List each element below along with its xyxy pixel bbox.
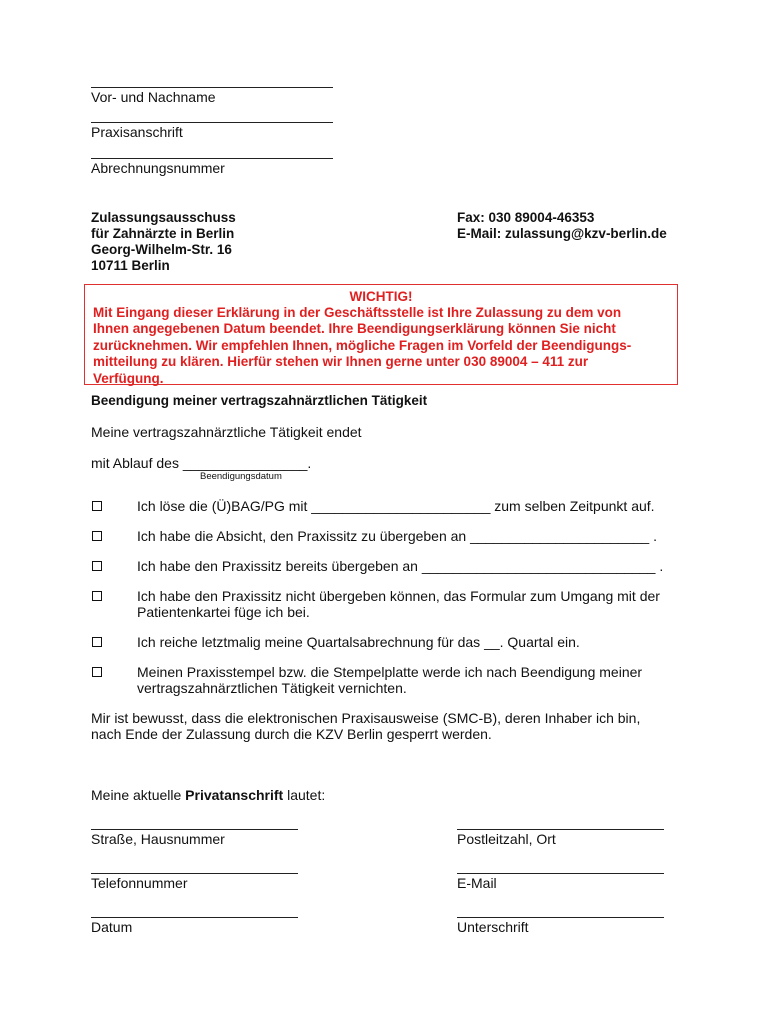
private-address-heading [91,787,325,803]
street-label: Straße, Hausnummer [91,831,225,847]
warning-line: Verfügung. [93,370,164,386]
name-line[interactable] [91,87,333,88]
billing-number-line[interactable] [91,158,333,159]
option-already-transferred [137,558,677,574]
option-text: Patientenkartei füge ich bei. [137,604,310,620]
smcb-note-line: nach Ende der Zulassung durch die KZV Berlin gesperrt werden. [91,726,492,742]
name-label: Vor- und Nachname [91,89,216,105]
checkbox-not-transferred[interactable] [92,591,102,601]
checkbox-intend-transfer[interactable] [92,531,102,541]
smcb-note [91,710,640,742]
postal-line[interactable] [457,829,664,830]
phone-label: Telefonnummer [91,875,188,891]
address-line[interactable] [91,122,333,123]
private-address-suffix: lautet: [283,787,326,803]
contact-block [457,210,667,242]
postal-label: Postleitzahl, Ort [457,831,556,847]
warning-line: Mit Eingang dieser Erklärung in der Geschäftsstelle ist Ihre Zulassung zu dem von [93,305,622,320]
option-intend-transfer [137,528,677,544]
checkbox-already-transferred[interactable] [92,561,102,571]
intro-text: Meine vertragszahnärztliche Tätigkeit endet [91,424,362,440]
warning-line: zurücknehmen. Wir empfehlen Ihnen, mögliche Fragen im Vorfeld der Beendigungs- [93,337,632,353]
option-final-billing [137,634,677,650]
recipient-line2: für Zahnärzte in Berlin [91,226,235,241]
recipient-line4: 10711 Berlin [91,258,170,273]
warning-box [84,284,678,385]
private-address-prefix: Meine aktuelle [91,787,186,803]
date-label: Datum [91,919,133,935]
recipient-line1: Zulassungsausschuss [91,210,236,225]
warning-line: Ihnen angegebenen Datum beendet. Ihre Beendigungserklärung können Sie nicht [93,321,616,337]
street-line[interactable] [91,829,298,830]
checkbox-final-billing[interactable] [92,637,102,647]
option-destroy-stamp [137,664,677,696]
address-label: Praxisanschrift [91,124,183,140]
phone-line[interactable] [91,873,298,874]
signature-line[interactable] [457,917,664,918]
end-date-caption: Beendigungsdatum [200,471,282,482]
checkbox-dissolve-bag[interactable] [92,501,102,511]
billing-number-label: Abrechnungsnummer [91,160,225,176]
smcb-note-line: Mir ist bewusst, dass die elektronischen Praxisausweise (SMC-B), deren Inhaber ich bin, [91,710,641,726]
recipient-address [91,210,236,274]
option-text: Ich habe die Absicht, den Praxissitz zu übergeben an _______________________ . [137,528,657,544]
warning-text [93,305,673,387]
option-text: Ich löse die (Ü)BAG/PG mit _______________________ zum selben Zeitpunkt auf. [137,498,655,514]
option-text: Ich reiche letztmalig meine Quartalsabrechnung für das __. Quartal ein. [137,634,580,650]
date-line[interactable] [91,917,298,918]
warning-title: WICHTIG! [349,289,413,304]
option-text: Ich habe den Praxissitz bereits übergeben an ______________________________ . [137,558,664,574]
option-not-transferred [137,588,677,620]
end-date-field[interactable]: mit Ablauf des ________________. [91,455,312,471]
warning-line: mitteilung zu klären. Hierfür stehen wir Ihnen gerne unter 030 89004 – 411 zur [93,354,589,370]
private-address-bold: Privatanschrift [185,787,284,803]
email-address[interactable]: E-Mail: zulassung@kzv-berlin.de [457,226,667,241]
fax-number: Fax: 030 89004-46353 [457,210,595,225]
recipient-line3: Georg-Wilhelm-Str. 16 [91,242,232,257]
email-line[interactable] [457,873,664,874]
signature-label: Unterschrift [457,919,529,935]
option-text: Meinen Praxisstempel bzw. die Stempelplatte werde ich nach Beendigung meiner [137,664,643,680]
checkbox-destroy-stamp[interactable] [92,667,102,677]
option-text: vertragszahnärztlichen Tätigkeit vernichten. [137,680,407,696]
option-text: Ich habe den Praxissitz nicht übergeben können, das Formular zum Umgang mit der [137,588,660,604]
section-title: Beendigung meiner vertragszahnärztlichen Tätigkeit [91,393,428,408]
email-label: E-Mail [457,875,497,891]
option-dissolve-bag [137,498,677,514]
